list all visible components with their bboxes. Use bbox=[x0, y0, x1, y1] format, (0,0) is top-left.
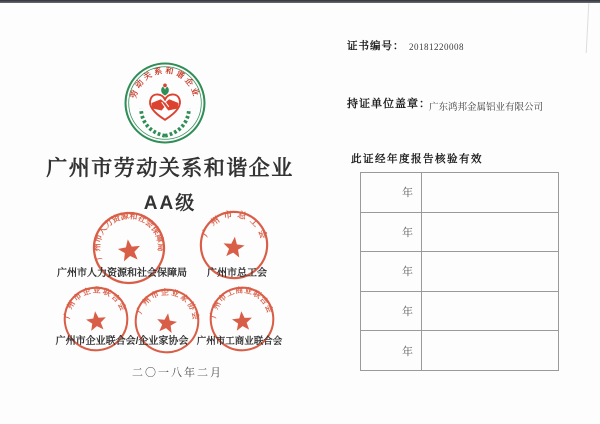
year-label: 年 bbox=[402, 306, 413, 319]
svg-text:广州市总工会: 广州市总工会 bbox=[199, 208, 271, 244]
issue-date: 二〇一八年二月 bbox=[132, 367, 223, 379]
emblem-sprout bbox=[161, 84, 169, 96]
svg-text:广州市工商业联合会: 广州市工商业联合会 bbox=[208, 285, 275, 319]
table-row bbox=[361, 213, 558, 253]
year-cell bbox=[361, 173, 422, 212]
star-icon bbox=[231, 310, 253, 331]
harmonious-enterprise-emblem bbox=[123, 61, 207, 145]
record-cell bbox=[422, 213, 558, 252]
caption-human-resources-bureau: 广州市人力资源和社会保障局 bbox=[57, 268, 187, 279]
star-icon bbox=[222, 236, 245, 258]
certificate-number-value: 20181220008 bbox=[409, 42, 464, 52]
star-icon bbox=[156, 312, 178, 334]
certificate-title: 广州市劳动关系和谐企业 bbox=[46, 157, 294, 180]
caption-trade-union-federation: 广州市总工会 bbox=[207, 268, 267, 279]
record-cell bbox=[422, 173, 558, 212]
scan-page-edge bbox=[586, 3, 590, 53]
year-cell bbox=[361, 252, 422, 291]
emblem-bud bbox=[163, 84, 167, 88]
year-cell bbox=[361, 292, 422, 331]
star-icon bbox=[117, 238, 142, 262]
annual-verification-note: 此证经年度报告核验有效 bbox=[351, 153, 483, 165]
certificate-number-label: 证书编号： bbox=[347, 40, 405, 52]
year-label: 年 bbox=[402, 266, 413, 279]
holder-company-name: 广东鸿邦金属铝业有限公司 bbox=[429, 103, 544, 113]
year-label: 年 bbox=[402, 226, 413, 239]
record-cell bbox=[422, 252, 558, 291]
year-cell bbox=[361, 331, 422, 370]
holder-seal-label: 持证单位盖章： bbox=[347, 98, 431, 110]
year-cell bbox=[361, 213, 422, 252]
svg-text:广州市企业家协会: 广州市企业家协会 bbox=[134, 287, 201, 322]
table-row bbox=[361, 173, 558, 213]
year-label: 年 bbox=[402, 345, 413, 358]
table-row bbox=[361, 331, 558, 370]
svg-text:广州市人力资源和社会保障局: 广州市人力资源和社会保障局 bbox=[92, 211, 166, 262]
caption-enterprise-federation-association: 广州市企业联合会/企业家协会 bbox=[55, 336, 189, 347]
scan-top-edge bbox=[0, 0, 600, 3]
record-cell bbox=[422, 292, 558, 331]
star-icon bbox=[85, 310, 107, 331]
certificate-grade: AA级 bbox=[143, 193, 197, 214]
table-row bbox=[361, 252, 558, 292]
annual-verification-table bbox=[360, 172, 559, 371]
caption-industry-commerce-federation: 广州市工商业联合会 bbox=[196, 336, 283, 347]
emblem-arc-text: 劳动关系和谐企业 bbox=[128, 66, 202, 100]
record-cell bbox=[422, 331, 558, 370]
year-label: 年 bbox=[402, 187, 413, 200]
svg-text:广州市企业联合会: 广州市企业联合会 bbox=[62, 285, 129, 320]
table-row bbox=[361, 292, 558, 332]
